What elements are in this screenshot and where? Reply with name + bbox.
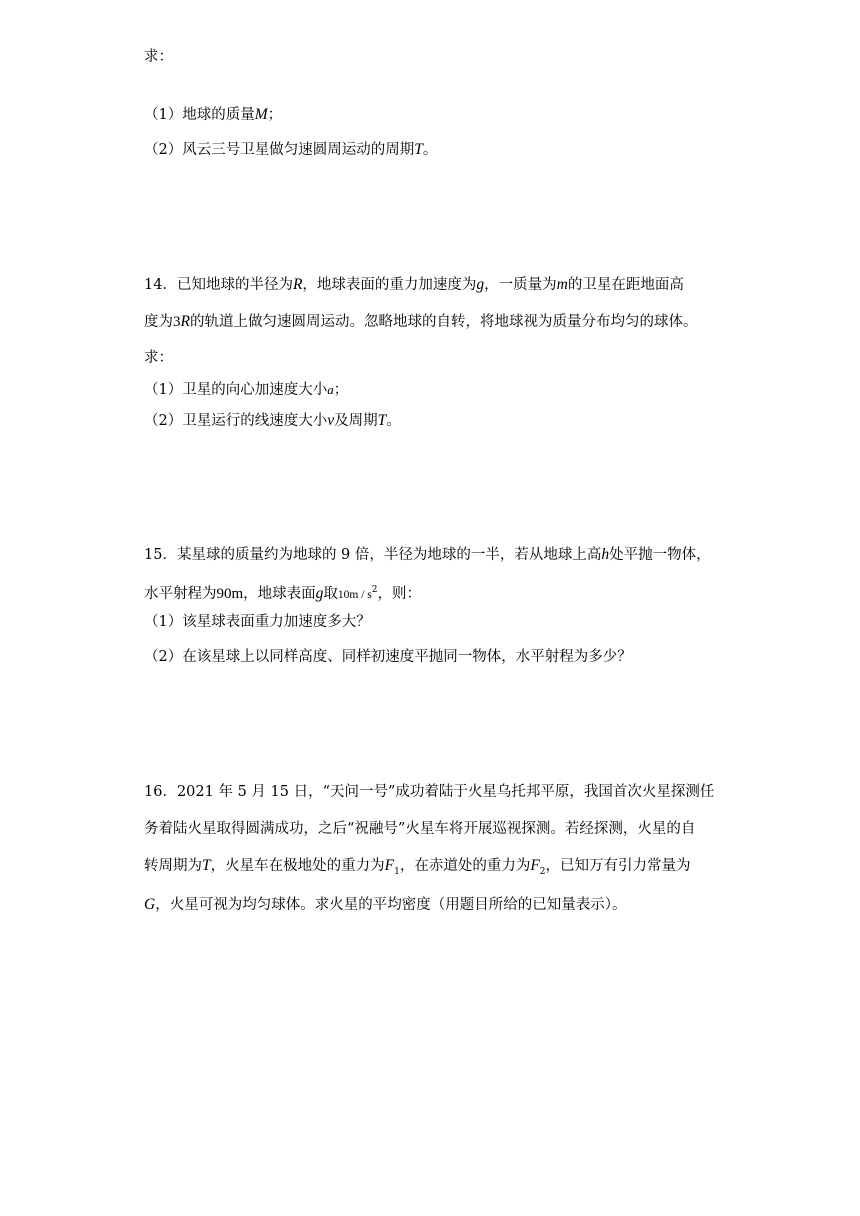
q16-text-3c: ，在赤道处的重力为 [399, 858, 531, 874]
q14-line1 [144, 275, 684, 295]
q16-line3 [144, 856, 691, 882]
q16-text-2: 务着陆火星取得圆满成功，之后“祝融号”火星车将开展巡视探测。若经探测，火星的自 [144, 821, 696, 837]
q15-part1-text: （1）该星球表面重力加速度多大？ [144, 614, 371, 630]
q16-line2 [144, 819, 695, 839]
q13-part1-text: （1）地球的质量 [144, 107, 255, 123]
q14-text-a: 14．已知地球的半径为 [144, 277, 293, 293]
q15-exponent: 2 [371, 585, 378, 595]
q14-var-v: v [327, 412, 335, 429]
q14-var-R2: R [180, 313, 190, 330]
q16-text-3b: ，火星车在极地处的重力为 [210, 858, 385, 874]
q13-part1 [144, 105, 282, 125]
q14-text-d: 的卫星在距地面高 [567, 277, 684, 293]
q16-text-3a: 转周期为 [144, 858, 202, 874]
q14-text-c: ，一质量为 [484, 277, 557, 293]
q14-var-T: T [377, 412, 387, 429]
q14-part2-end: 。 [386, 413, 401, 429]
q15-text-a: 15．某星球的质量约为地球的 9 倍，半径为地球的一半，若从地球上高 [144, 547, 602, 563]
q14-part1 [144, 380, 348, 400]
q14-var-m: m [556, 276, 568, 293]
q13-part1-end: ； [267, 107, 283, 123]
q15-text-d: ，地球表面 [243, 585, 316, 602]
q15-line1 [144, 545, 711, 565]
q14-var-g: g [476, 276, 485, 293]
q16-var-F1: F [384, 857, 395, 874]
q14-ask [144, 348, 173, 368]
q14-ask-text: 求： [144, 350, 173, 366]
q15-distance: 90m [216, 585, 244, 602]
q15-text-b: 处平抛一物体， [609, 547, 711, 563]
q13-var-T: T [414, 141, 423, 158]
q16-sub-1: 1 [394, 866, 400, 877]
q14-var-a: a [327, 382, 334, 397]
q15-part1 [144, 612, 371, 632]
q13-part2 [144, 140, 437, 160]
q15-text-e: 取 [323, 585, 338, 602]
q15-var-h: h [601, 546, 610, 563]
q15-line2 [144, 580, 421, 605]
q14-text-b: ，地球表面的重力加速度为 [302, 277, 477, 293]
q14-text-f: 的轨道上做匀速圆周运动。忽略地球的自转，将地球视为质量分布均匀的球体。 [189, 314, 698, 330]
q13-part2-end: 。 [422, 142, 438, 158]
q14-num-3: 3 [173, 314, 181, 330]
q16-var-T: T [202, 857, 211, 874]
q14-line2 [144, 312, 697, 332]
q16-text-4: ，火星可视为均匀球体。求火星的平均密度（用题目所给的已知量表示）。 [155, 897, 627, 913]
q16-line4 [144, 895, 626, 915]
q14-part1-end: ； [333, 382, 349, 398]
q13-ask [144, 47, 173, 67]
q13-ask-text: 求： [144, 49, 173, 65]
q15-part2 [144, 647, 632, 667]
q14-part2 [144, 411, 401, 431]
q14-text-e: 度为 [144, 314, 173, 330]
q14-var-R: R [292, 276, 303, 293]
q15-part2-text: （2）在该星球上以同样高度、同样初速度平抛同一物体，水平射程为多少？ [144, 649, 632, 665]
q16-line1 [144, 782, 714, 802]
q16-var-G: G [144, 896, 156, 913]
q15-accel-unit: 10m / s [337, 588, 372, 601]
q15-text-f: ，则： [377, 585, 422, 602]
q13-part2-text: （2）风云三号卫星做匀速圆周运动的周期 [144, 142, 415, 158]
q15-var-g: g [315, 584, 324, 602]
q14-part2-mid: 及周期 [334, 413, 378, 429]
q14-part2-text: （2）卫星运行的线速度大小 [144, 413, 328, 429]
q16-text-1: 16．2021 年 5 月 15 日，“天问一号”成功着陆于火星乌托邦平原，我国首次火星探测任 [144, 784, 715, 800]
q16-sub-2: 2 [539, 866, 546, 877]
q16-text-3d: ，已知万有引力常量为 [545, 858, 691, 874]
q16-var-F2: F [530, 857, 540, 874]
q15-text-c: 水平射程为 [144, 585, 217, 602]
q13-var-M: M [254, 106, 268, 123]
q14-part1-text: （1）卫星的向心加速度大小 [144, 382, 328, 398]
